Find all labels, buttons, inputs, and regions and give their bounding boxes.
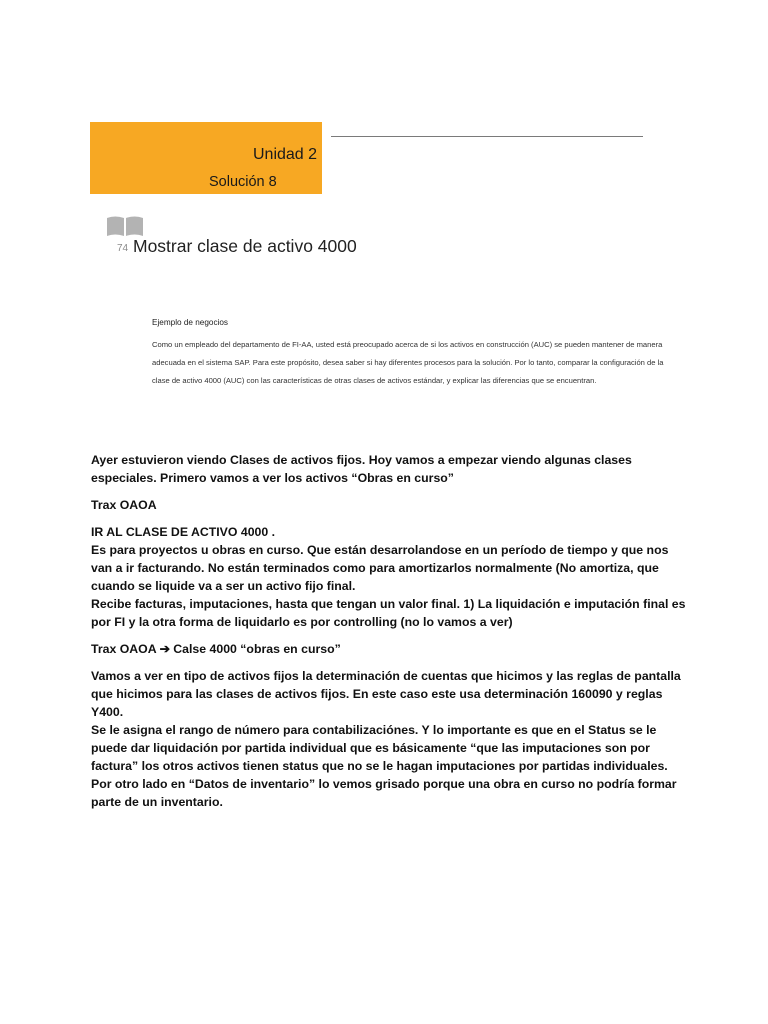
lesson-number: 74 [117, 243, 129, 254]
notes-line: Recibe facturas, imputaciones, hasta que tengan un valor final. 1) La liquidación e imputación final es por FI y la otra forma de liquidarlo es por controlling (no lo vamos a ver) [91, 597, 686, 629]
scenario-heading: Ejemplo de negocios [152, 318, 229, 327]
unit-subtitle: Solución 8 [209, 174, 277, 190]
scenario-body: Como un empleado del departamento de FI-AA, usted está preocupado acerca de si los activos en construcción (AUC) se pueden mantener de manera adecuada en el sistema SAP. Para este propósito, desea saber si hay diferentes procesos para la solución. Por lo tanto, comparar la configuración de la clase de activo 4000 (AUC) con las características de otras clases de activos estándar, y explicar las diferencias que se encuentran. [152, 340, 664, 385]
notes-line: Se le asigna el rango de número para contabilizaciónes. Y lo importante es que en el Status se le puede dar liquidación por partida individual que es básicamente “que las imputaciones son por factura” los otros activos tienen status que no se le hagan imputaciones por partidas individuales. [91, 723, 668, 773]
notes-paragraph: Trax OAOA ➔ Calse 4000 “obras en curso” [91, 642, 341, 656]
notes-line: Por otro lado en “Datos de inventario” lo vemos grisado porque una obra en curso no podría formar parte de un inventario. [91, 777, 677, 809]
notes-section [91, 451, 691, 820]
notes-line: Es para proyectos u obras en curso. Que están desarrolandose en un período de tiempo y que nos van a ir facturando. No están terminados como para amortizarlos normalmente (No amortiza, que cuando se liquide va a ser un activo fijo final. [91, 543, 669, 593]
notes-paragraph [91, 667, 691, 811]
notes-paragraph: Trax OAOA [91, 498, 157, 512]
lesson-title: Mostrar clase de activo 4000 [133, 236, 357, 256]
notes-paragraph [91, 523, 691, 631]
notes-line: IR AL CLASE DE ACTIVO 4000 . [91, 525, 276, 539]
book-icon [106, 215, 144, 237]
notes-paragraph: Ayer estuvieron viendo Clases de activos fijos. Hoy vamos a empezar viendo algunas clases especiales. Primero vamos a ver los activos “Obras en curso” [91, 453, 632, 485]
notes-line: Vamos a ver en tipo de activos fijos la determinación de cuentas que hicimos y las reglas de pantalla que hicimos para las clases de activos fijos. En este caso este usa determinación 160090 y reglas Y400. [91, 669, 681, 719]
header-divider [331, 136, 643, 137]
unit-title: Unidad 2 [253, 146, 318, 163]
